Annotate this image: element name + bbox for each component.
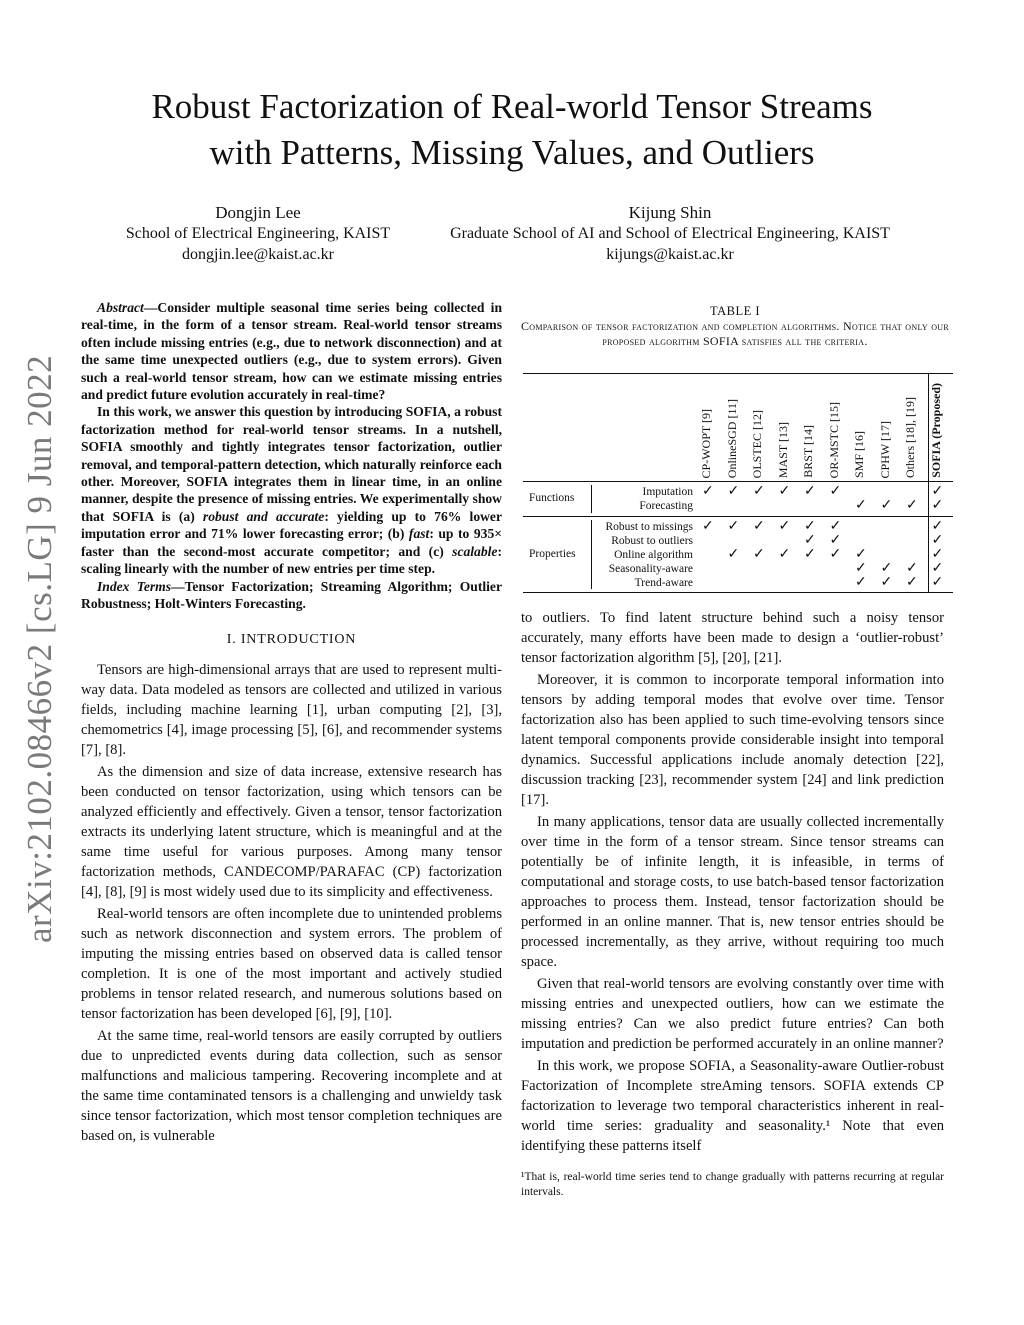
abstract-text: —Consider multiple seasonal time series being collected in real-time, in the form of a tensor stream. Real-world tensor streams often include missing entries (e.g., due to network disconnection) and at the same time unexpected outliers (e.g., due to system errors). Given such a real-world tensor stream, how can we estimate missing entries and predict future evolution accurately in real-time? [81, 300, 502, 403]
check-mark: ✓ [931, 484, 944, 499]
section-heading: I. INTRODUCTION [226, 632, 357, 648]
criterion-label: Robust to outliers [611, 535, 693, 547]
author-email[interactable]: kijungs@kaist.ac.kr [606, 246, 734, 263]
check-mark: ✓ [702, 519, 714, 534]
check-mark: ✓ [829, 547, 842, 562]
check-mark: ✓ [829, 484, 842, 499]
check-mark: ✓ [931, 533, 944, 548]
group-label: Functions [529, 492, 575, 504]
method-header [903, 370, 917, 478]
method-header [699, 370, 713, 478]
right-column [521, 608, 944, 1158]
check-mark: ✓ [778, 547, 791, 562]
intro-paragraph: Moreover, it is common to incorporate temporal information into tensors by adding temporal modes that evolve over time. Tensor factorization also has been applied to such time-evolving tensors since latent temporal components provide considerable insight into temporal dynamics. Successful applications include anomaly detection [22], discussion tracking [23], recommender system [24] and link prediction [17]. [521, 672, 944, 808]
check-mark: ✓ [931, 561, 944, 576]
table-label: TABLE I [709, 304, 761, 318]
method-header-label: MAST [13] [775, 421, 790, 478]
check-mark: ✓ [804, 484, 816, 499]
method-header-label: Others [18], [19] [903, 397, 917, 478]
method-header [878, 370, 892, 478]
abstract-text: : up to 935× faster than the second-most accurate competitor; and (c) [81, 526, 502, 559]
check-mark: ✓ [855, 498, 867, 513]
method-header [852, 370, 866, 478]
check-mark: ✓ [829, 519, 842, 534]
check-mark: ✓ [880, 575, 893, 590]
check-mark: ✓ [906, 575, 918, 590]
check-mark: ✓ [753, 484, 765, 499]
footnote: ¹That is, real-world time series tend to change gradually with patterns recurring at regular intervals. [521, 1171, 944, 1198]
abstract-text: : yielding up to 76% lower imputation error and 71% lower forecasting error; (b) [81, 508, 502, 542]
criterion-label: Forecasting [639, 500, 693, 512]
method-header-label: OLSTEC [12] [750, 409, 764, 478]
method-header-label: OR-MSTC [15] [826, 401, 841, 478]
check-mark: ✓ [880, 498, 893, 513]
method-header [827, 370, 841, 478]
left-column [81, 299, 502, 1148]
method-header-label: SMF [16] [852, 430, 866, 478]
abstract-p1 [81, 299, 502, 403]
check-mark: ✓ [931, 575, 944, 590]
intro-paragraph: Given that real-world tensors are evolving constantly over time with missing entries and unexpected outliers, how can we estimate the missing entries? Can we also predict future entries? Can both imputation and prediction be performed accurately in an online manner? [521, 976, 944, 1052]
title-line-1: Robust Factorization of Real-world Tensor Streams [151, 87, 873, 126]
intro-paragraph: In many applications, tensor data are usually collected incrementally over time in the form of a tensor stream. Since tensor streams can potentially be of infinite length, it is infeasible, in terms of computational and storage costs, to use batch-based tensor factorization approaches to process them. Instead, tensor factorization should be performed in an online manner. That is, new tensor entries should be processed incrementally, as they arrive, without requiring too much space. [521, 814, 944, 970]
abstract-text: In this work, we answer this question by introducing SOFIA, a robust factorization method for real-world tensor streams. In a nutshell, SOFIA smoothly and tightly integrates tensor factorization, outlier removal, and temporal-pattern detection, which naturally reinforce each other. Moreover, SOFIA integrates them in linear time, in an online manner, despite the presence of missing entries. We experimentally show that SOFIA is (a) [81, 404, 502, 524]
abstract-emph: robust and accurate [202, 508, 325, 524]
criterion-label: Trend-aware [634, 577, 693, 589]
intro-paragraph: Tensors are high-dimensional arrays that are used to represent multi-way data. Data modeled as tensors are collected and utilized in various fields, including machine learning [1], urban computing [2], [3], chemometrics [4], image processing [5], [6], and recommender systems [7], [8]. [81, 662, 502, 759]
method-header [801, 370, 815, 478]
check-mark: ✓ [702, 484, 714, 499]
check-mark: ✓ [855, 561, 867, 576]
check-mark: ✓ [804, 519, 816, 534]
check-mark: ✓ [880, 561, 893, 576]
criterion-label: Robust to missings [605, 521, 693, 533]
author-email[interactable]: dongjin.lee@kaist.ac.kr [181, 246, 335, 263]
check-mark: ✓ [753, 519, 765, 534]
check-mark: ✓ [931, 547, 944, 562]
author-affiliation: School of Electrical Engineering, KAIST [125, 225, 391, 242]
table-header-rule [523, 481, 953, 482]
check-mark: ✓ [804, 533, 816, 548]
abstract-emph: fast [408, 526, 430, 542]
author-name: Dongjin Lee [215, 203, 301, 222]
method-header-label: BRST [14] [801, 425, 815, 478]
check-mark: ✓ [727, 484, 740, 499]
title-line-2: with Patterns, Missing Values, and Outliers [209, 133, 815, 172]
check-mark: ✓ [753, 547, 765, 562]
check-mark: ✓ [906, 561, 918, 576]
abstract-emph: scalable [452, 543, 498, 559]
group-label: Properties [529, 548, 576, 560]
method-header-label: CPHW [17] [877, 420, 892, 478]
method-header-label: SOFIA (Proposed) [928, 383, 943, 478]
check-mark: ✓ [727, 547, 740, 562]
abstract-text: : scaling linearly with the number of new entries per time step. [81, 543, 502, 577]
table-bottom-rule [523, 592, 953, 593]
comparison-table [523, 370, 953, 600]
intro-paragraph: At the same time, real-world tensors are easily corrupted by outliers due to unpredicted events during data collection, such as sensor malfunctions and malicious tampering. Recovering incomplete and at the same time contaminated tensors is a challenging and unwieldy task since tensor factorization, which most tensor completion techniques are based on, is vulnerable [81, 1028, 502, 1145]
method-header [725, 370, 739, 478]
criterion-label: Imputation [642, 486, 693, 498]
check-mark: ✓ [778, 519, 791, 534]
check-mark: ✓ [829, 533, 842, 548]
check-mark: ✓ [778, 484, 791, 499]
check-mark: ✓ [931, 498, 944, 513]
table-mid-rule [523, 516, 953, 517]
check-mark: ✓ [804, 547, 816, 562]
check-mark: ✓ [855, 575, 867, 590]
method-header [750, 370, 764, 478]
table-caption-text: Comparison of tensor factorization and completion algorithms. Notice that only our proposed algorithm SOFIA satisfies all the criteria. [521, 319, 949, 348]
index-terms-label: Index Terms [97, 578, 172, 594]
intro-paragraph: In this work, we propose SOFIA, a Seasonality-aware Outlier-robust Factorization of Incomplete streAming tensors. SOFIA extends CP factorization to leverage two temporal characteristics inherent in real-world time series: graduality and seasonality.¹ Note that even identifying these patterns itself [521, 1058, 944, 1154]
check-mark: ✓ [931, 519, 944, 534]
paper-title [60, 84, 964, 176]
intro-paragraph: Real-world tensors are often incomplete due to unintended problems such as network disconnection and system errors. The problem of imputing the missing entries based on observed data is called tensor completion. It is one of the most important and actively studied problems in tensor related research, and numerous solutions based on tensor factorization has been developed [6], [9], [10]. [81, 906, 502, 1023]
criterion-label: Seasonality-aware [608, 563, 693, 575]
method-header-label: OnlineSGD [11] [724, 398, 739, 478]
arxiv-watermark: arXiv:2102.08466v2 [cs.LG] 9 Jun 2022 [20, 354, 59, 943]
index-terms-text: —Tensor Factorization; Streaming Algorithm; Outlier Robustness; Holt-Winters Forecasting. [81, 578, 502, 611]
table-caption [519, 304, 951, 349]
criterion-label: Online algorithm [614, 549, 693, 561]
abstract-label: Abstract [97, 300, 144, 315]
author-name: Kijung Shin [628, 203, 712, 222]
method-header [929, 370, 943, 478]
check-mark: ✓ [727, 519, 740, 534]
intro-paragraph: to outliers. To find latent structure behind such a noisy tensor accurately, many efforts have been made to design a ‘outlier-robust’ tensor factorization algorithm [5], [20], [21]. [521, 610, 944, 666]
check-mark: ✓ [906, 498, 918, 513]
intro-paragraph: As the dimension and size of data increase, extensive research has been conducted on tensor factorization, using which tensors can be analyzed efficiently and effectively. Given a tensor, tensor factorization extracts its underlying latent structure, which is meaningful and at the same time useful for various purposes. Among many tensor factorization methods, CANDECOMP/PARAFAC (CP) factorization [4], [8], [9] is most widely used due to its simplicity and effectiveness. [81, 764, 502, 901]
author-block-1 [100, 202, 416, 265]
index-terms [81, 578, 502, 613]
abstract-p2 [81, 403, 502, 577]
method-header-label: CP-WOPT [9] [699, 408, 713, 478]
check-mark: ✓ [855, 547, 867, 562]
method-header [776, 370, 790, 478]
author-block-2 [428, 202, 912, 265]
author-affiliation: Graduate School of AI and School of Electrical Engineering, KAIST [450, 225, 890, 242]
